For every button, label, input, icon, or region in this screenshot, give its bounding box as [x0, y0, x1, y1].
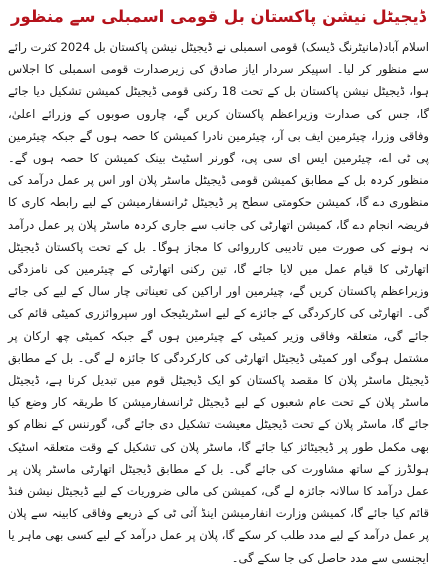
- article-paragraph: اسلام آباد(مانیٹرنگ ڈیسک) قومی اسمبلی نے ڈیجیٹل نیشن پاکستان بل 2024 کثرت رائے سے منظور کر لیا۔ اسپیکر سردار ایاز صادق کی زیرصدارت قومی اسمبلی کا اجلاس ہوا، ڈیجیٹل نیشن پاکستان بل کے تحت 18 رکنی قومی ڈیجیٹل کمیشن تشکیل دیا جائے گا، جس کی صدارت وزیراعظم پاکستان کریں گے، چاروں صوبوں کے وزرائے اعلیٰ، وفاقی وزرا، چیئرمین ایف بی آر، چیئرمین نادرا کمیشن کا حصہ ہوں گے جبکہ چیئرمین پی ٹی اے، چیئرمین ایس ای سی پی، گورنر اسٹیٹ بینک کمیشن کا حصہ ہوں گے۔ منظور کردہ بل کے مطابق کمیشن قومی ڈیجیٹل ماسٹر پلان اور اس پر عمل درآمد کی منظوری دے گا، کمیشن حکومتی سطح پر ڈیجیٹل ٹرانسفارمیشن کے لیے رابطہ کاری کا فریضہ انجام دے گا، کمیشن اتھارٹی کی جانب سے جاری کردہ ماسٹر پلان پر عمل درآمد نہ ہونے کی صورت میں تادیبی کارروائی کا مجاز ہوگا۔ بل کے تحت پاکستان ڈیجیٹل اتھارٹی کا قیام عمل میں لایا جائے گا، تین رکنی اتھارٹی کے چیئرمین کی نامزدگی وزیراعظم پاکستان کریں گے، چیئرمین اور اراکین کی تعیناتی چار سال کے لیے کی جائے گی۔ اتھارٹی کی کارکردگی کے جائزے کے لیے اسٹریٹیجک اور سپروائزری کمیٹی قائم کی جائے گی، متعلقہ وفاقی وزیر کمیٹی کے چیئرمین ہوں گے جبکہ کمیٹی چھ ارکان پر مشتمل ہوگی اور کمیٹی ڈیجیٹل اتھارٹی کی کارکردگی کا جائزہ لے گی۔ بل کے مطابق ڈیجیٹل ماسٹر پلان کا مقصد پاکستان کو ایک ڈیجیٹل قوم میں تبدیل کرنا ہے، ڈیجیٹل ماسٹر پلان کے تحت عام شعبوں کے لیے ڈیجیٹل ٹرانسفارمیشن کا طریقہ کار وضع کیا جائے گا، ماسٹر پلان کے تحت ڈیجیٹل معیشت تشکیل دی جائے گی، گورننس کے نظام کو بھی مکمل طور پر ڈیجیٹائز کیا جائے گا، ماسٹر پلان کی تشکیل کے وقت متعلقہ اسٹیک ہولڈرز کے ساتھ مشاورت کی جائے گی۔ بل کے مطابق ڈیجیٹل اتھارٹی ماسٹر پلان پر عمل درآمد کا سالانہ جائزہ لے گی، کمیشن کی مالی ضروریات کے لیے ڈیجیٹل نیشن فنڈ قائم کیا جائے گا، کمیشن وزارت انفارمیشن اینڈ آئی ٹی کے ذریعے وفاقی کابینہ سے پلان پر عمل درآمد کے لیے مدد طلب کر سکے گا، پلان پر عمل درآمد کے لیے کسی بھی ماہر یا ایجنسی سے مدد حاصل کی جا سکے گی۔: [8, 40, 429, 565]
- article-body: [8, 36, 429, 569]
- headline: ڈیجیٹل نیشن پاکستان بل قومی اسمبلی سے منظور: [10, 7, 427, 26]
